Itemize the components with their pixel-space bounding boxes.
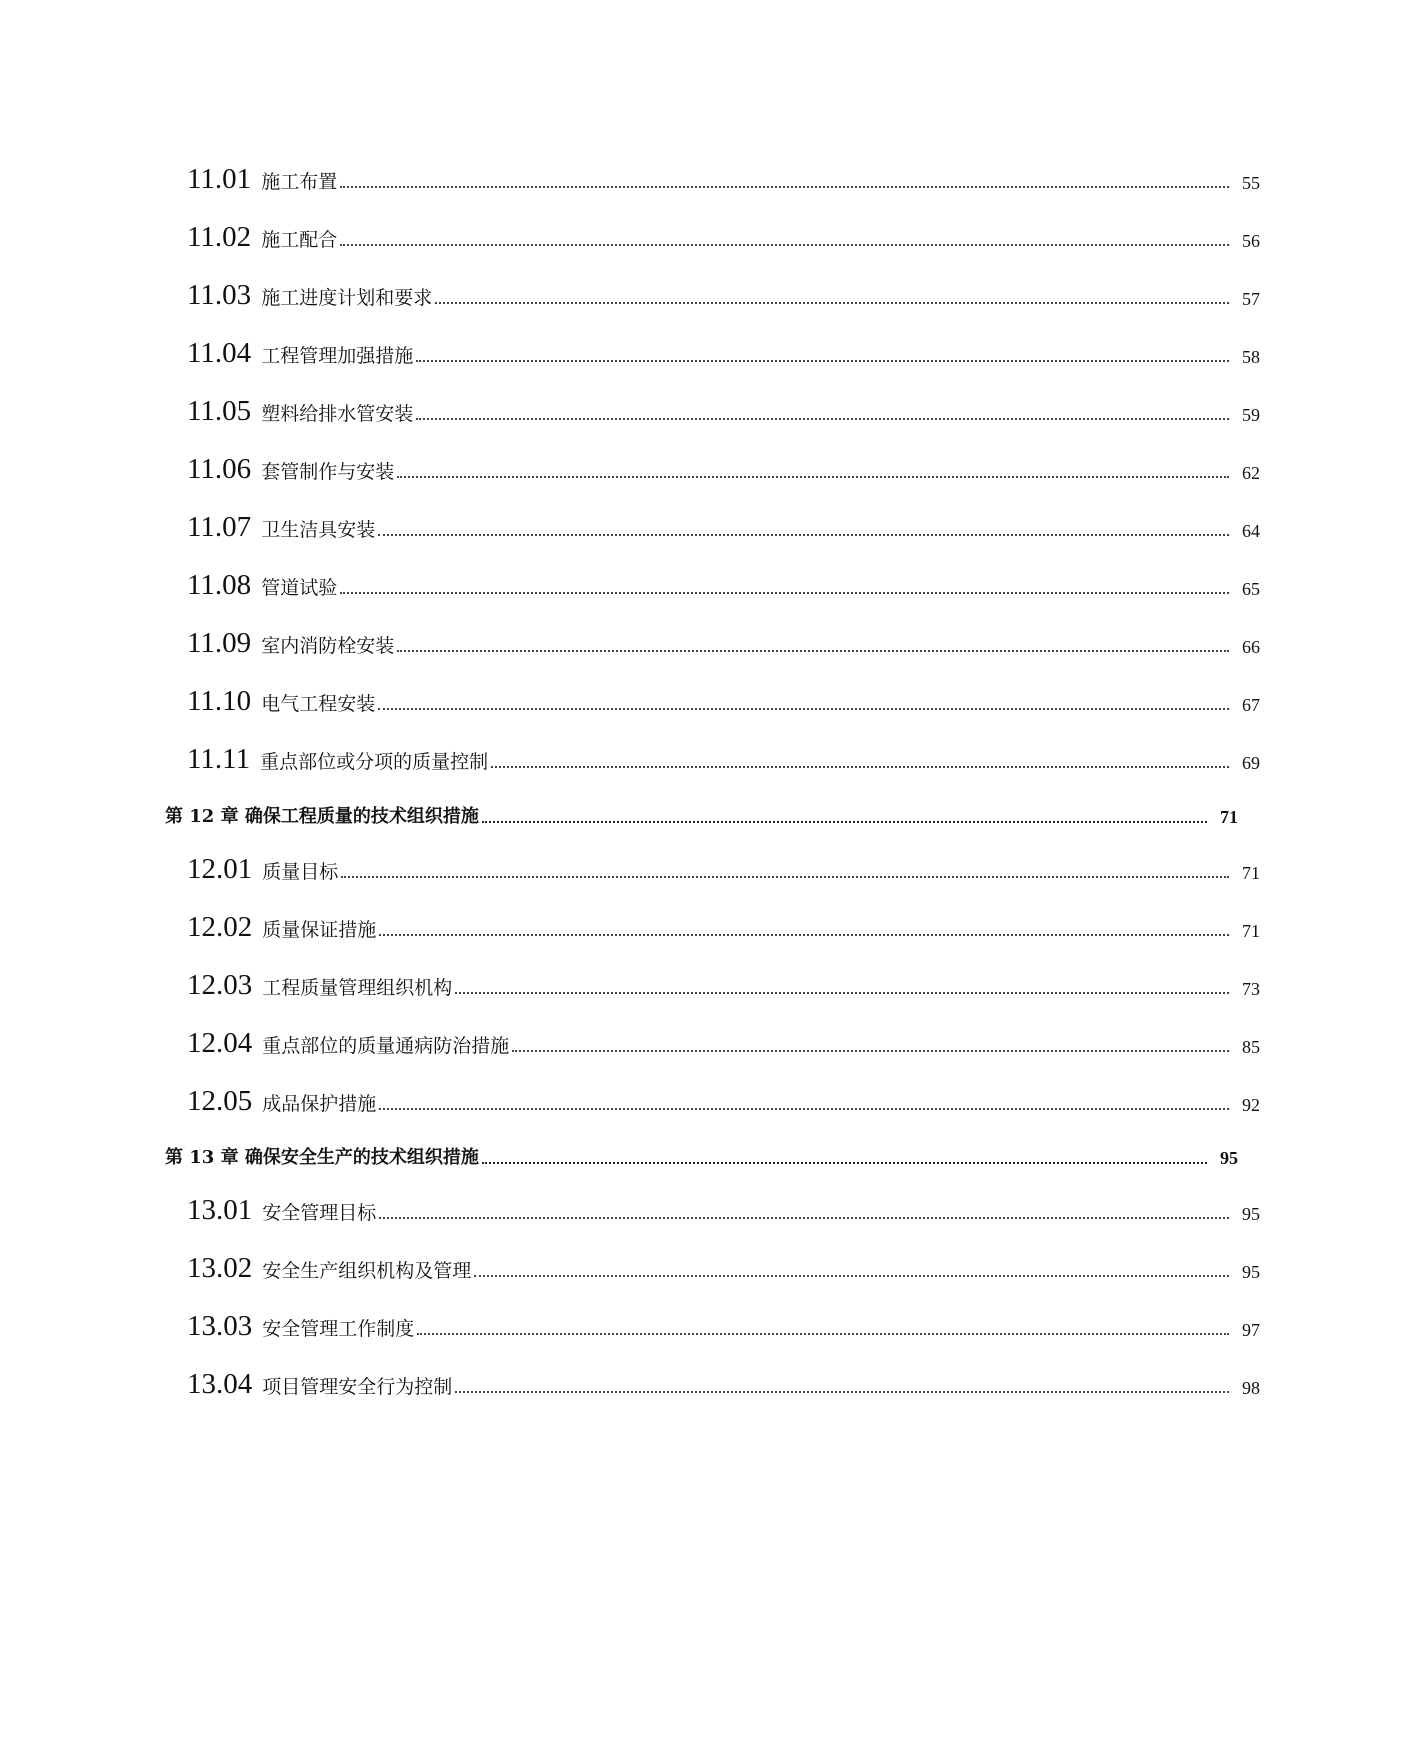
- toc-dot-leader: [416, 418, 1229, 420]
- toc-section-title: 重点部位的质量通病防治措施: [262, 1035, 510, 1057]
- toc-page-number: 71: [1242, 863, 1260, 883]
- toc-page-number: 56: [1242, 231, 1260, 251]
- toc-dot-leader: [455, 992, 1229, 994]
- toc-section-number: 13.02: [187, 1252, 253, 1284]
- toc-section-title: 安全生产组织机构及管理: [262, 1260, 472, 1282]
- toc-dot-leader: [379, 934, 1229, 936]
- toc-section-title: 工程管理加强措施: [261, 345, 414, 367]
- toc-section-number: 11.02: [187, 221, 252, 253]
- toc-dot-leader: [482, 821, 1207, 823]
- toc-section-title: 套管制作与安装: [261, 461, 395, 483]
- toc-section-entry[interactable]: [0, 956, 1428, 1000]
- toc-chapter-title: 第 13 章 确保安全生产的技术组织措施: [165, 1147, 479, 1168]
- toc-section-number: 11.04: [187, 337, 252, 369]
- toc-section-entry[interactable]: [0, 1297, 1428, 1341]
- toc-section-title: 卫生洁具安装: [261, 519, 376, 541]
- toc-dot-leader: [512, 1050, 1229, 1052]
- toc-section-number: 11.11: [187, 743, 251, 775]
- toc-section-number: 11.05: [187, 395, 252, 427]
- toc-dot-leader: [474, 1275, 1229, 1277]
- toc-section-entry[interactable]: [0, 898, 1428, 942]
- toc-section-number: 12.01: [187, 853, 253, 885]
- toc-page-number: 59: [1242, 405, 1260, 425]
- toc-page-number: 71: [1220, 807, 1238, 827]
- toc-section-entry[interactable]: [0, 1355, 1428, 1399]
- toc-section-title: 施工进度计划和要求: [261, 287, 433, 309]
- toc-section-entry[interactable]: [0, 1181, 1428, 1225]
- toc-chapter-entry[interactable]: [0, 784, 1406, 828]
- toc-page-number: 55: [1242, 173, 1260, 193]
- toc-page-number: 95: [1220, 1148, 1238, 1168]
- toc-dot-leader: [416, 360, 1229, 362]
- toc-section-entry[interactable]: [0, 266, 1428, 310]
- toc-page-number: 62: [1242, 463, 1260, 483]
- toc-page-number: 97: [1242, 1320, 1260, 1340]
- toc-page-number: 64: [1242, 521, 1260, 541]
- toc-page-number: 57: [1242, 289, 1260, 309]
- toc-dot-leader: [340, 186, 1229, 188]
- toc-section-entry[interactable]: [0, 382, 1428, 426]
- toc-section-number: 13.03: [187, 1310, 253, 1342]
- toc-section-title: 工程质量管理组织机构: [262, 977, 453, 999]
- toc-section-number: 13.04: [187, 1368, 253, 1400]
- toc-section-number: 11.07: [187, 511, 252, 543]
- toc-section-entry[interactable]: [0, 1014, 1428, 1058]
- toc-page-number: 58: [1242, 347, 1260, 367]
- toc-dot-leader: [482, 1162, 1207, 1164]
- toc-section-entry[interactable]: [0, 324, 1428, 368]
- toc-section-entry[interactable]: [0, 556, 1428, 600]
- toc-chapter-entry[interactable]: [0, 1125, 1406, 1169]
- toc-section-entry[interactable]: [0, 150, 1428, 194]
- toc-section-entry[interactable]: [0, 840, 1428, 884]
- toc-dot-leader: [340, 244, 1229, 246]
- toc-section-title: 塑料给排水管安装: [261, 403, 414, 425]
- toc-page-number: 71: [1242, 921, 1260, 941]
- toc-section-number: 12.04: [187, 1027, 253, 1059]
- toc-section-number: 11.01: [187, 163, 252, 195]
- toc-dot-leader: [379, 1108, 1229, 1110]
- toc-dot-leader: [435, 302, 1229, 304]
- toc-page-number: 65: [1242, 579, 1260, 599]
- toc-section-entry[interactable]: [0, 440, 1428, 484]
- toc-section-title: 项目管理安全行为控制: [262, 1376, 453, 1398]
- toc-section-entry[interactable]: [0, 672, 1428, 716]
- toc-dot-leader: [378, 534, 1229, 536]
- toc-section-title: 安全管理工作制度: [262, 1318, 415, 1340]
- toc-section-title: 电气工程安装: [261, 693, 376, 715]
- toc-section-entry[interactable]: [0, 208, 1428, 252]
- toc-section-title: 重点部位或分项的质量控制: [260, 751, 489, 773]
- toc-dot-leader: [341, 876, 1229, 878]
- toc-section-number: 11.03: [187, 279, 252, 311]
- toc-section-title: 管道试验: [261, 577, 338, 599]
- toc-section-number: 11.06: [187, 453, 252, 485]
- toc-section-number: 11.10: [187, 685, 252, 717]
- toc-dot-leader: [417, 1333, 1229, 1335]
- toc-section-title: 质量目标: [262, 861, 339, 883]
- toc-section-entry[interactable]: [0, 498, 1428, 542]
- toc-section-number: 12.02: [187, 911, 253, 943]
- toc-section-entry[interactable]: [0, 730, 1428, 774]
- toc-dot-leader: [379, 1217, 1229, 1219]
- toc-page-number: 92: [1242, 1095, 1260, 1115]
- toc-dot-leader: [455, 1391, 1229, 1393]
- toc-section-number: 12.05: [187, 1085, 253, 1117]
- toc-chapter-title: 第 12 章 确保工程质量的技术组织措施: [165, 806, 479, 827]
- toc-section-entry[interactable]: [0, 614, 1428, 658]
- toc-section-number: 12.03: [187, 969, 253, 1001]
- toc-page-number: 66: [1242, 637, 1260, 657]
- toc-page-number: 95: [1242, 1262, 1260, 1282]
- toc-section-title: 室内消防栓安装: [261, 635, 395, 657]
- toc-section-title: 施工配合: [261, 229, 338, 251]
- toc-page-number: 85: [1242, 1037, 1260, 1057]
- toc-dot-leader: [397, 650, 1229, 652]
- toc-dot-leader: [340, 592, 1229, 594]
- toc-page-number: 73: [1242, 979, 1260, 999]
- toc-page-number: 95: [1242, 1204, 1260, 1224]
- toc-dot-leader: [397, 476, 1229, 478]
- toc-section-entry[interactable]: [0, 1072, 1428, 1116]
- toc-section-title: 成品保护措施: [262, 1093, 377, 1115]
- toc-section-number: 11.08: [187, 569, 252, 601]
- toc-section-title: 施工布置: [261, 171, 338, 193]
- toc-page-number: 69: [1242, 753, 1260, 773]
- toc-section-number: 13.01: [187, 1194, 253, 1226]
- toc-section-number: 11.09: [187, 627, 252, 659]
- toc-page-number: 67: [1242, 695, 1260, 715]
- toc-page-number: 98: [1242, 1378, 1260, 1398]
- toc-dot-leader: [378, 708, 1229, 710]
- toc-section-entry[interactable]: [0, 1239, 1428, 1283]
- toc-section-title: 质量保证措施: [262, 919, 377, 941]
- toc-section-title: 安全管理目标: [262, 1202, 377, 1224]
- toc-dot-leader: [491, 766, 1229, 768]
